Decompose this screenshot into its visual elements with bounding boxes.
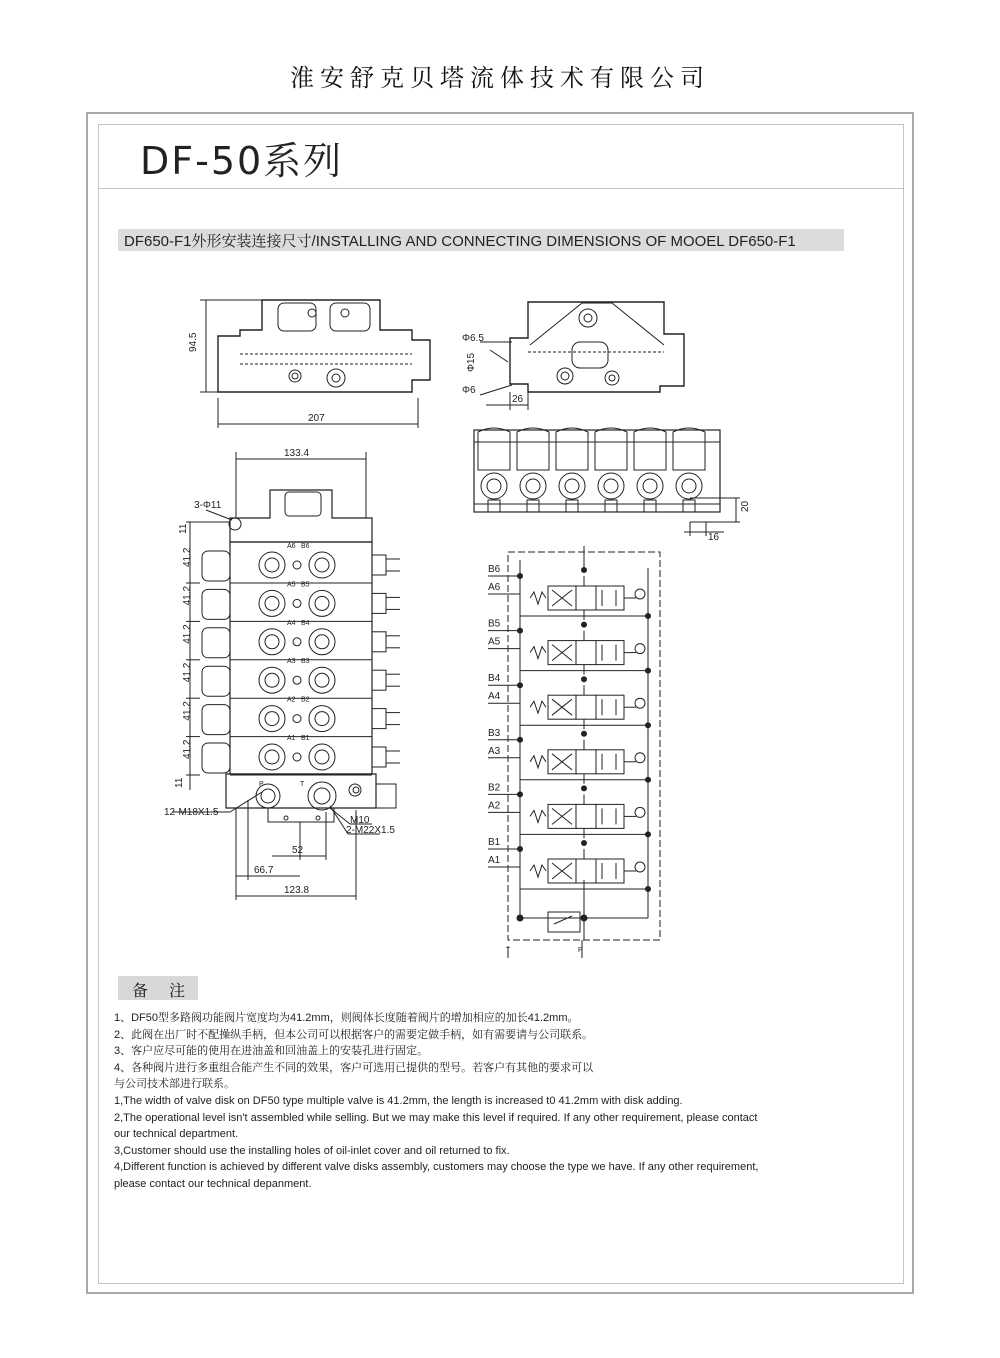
valve-section-3 — [182, 658, 400, 698]
port-label-b: B5 — [301, 581, 310, 589]
schematic-port-a: A1 — [488, 855, 501, 866]
dim-3-phi-11: 3-Φ11 — [194, 500, 222, 511]
notes-list — [114, 1010, 834, 1193]
schematic-port-a: A3 — [488, 745, 501, 757]
port-label-a: A5 — [287, 581, 296, 589]
valve-section-6 — [182, 543, 400, 583]
lever-end-5 — [634, 428, 666, 512]
note-line: 1、DF50型多路阀功能阀片宽度均为41.2mm，则阀体长度随着阀片的增加相应的加长41.2mm。 — [114, 1012, 579, 1024]
schematic-port-a: A6 — [488, 582, 501, 593]
dim-26: 26 — [512, 394, 524, 405]
dim-16: 16 — [708, 532, 720, 543]
valve-section-2 — [182, 697, 400, 737]
company-name: 淮安舒克贝塔流体技术有限公司 — [290, 64, 710, 92]
schematic-section-5 — [488, 619, 651, 675]
port-label-a: A6 — [287, 543, 296, 550]
series-title: DF-50系列 — [140, 139, 344, 183]
port-label-b: B1 — [301, 735, 310, 742]
dim-41-2: 41.2 — [182, 662, 193, 683]
dim-m10: M10 — [350, 815, 370, 826]
dim-2-m22: 2-M22X1.5 — [346, 825, 395, 836]
dim-41-2: 41.2 — [182, 739, 193, 759]
dim-phi-6: Φ6 — [462, 385, 476, 396]
top-view-dims — [172, 510, 380, 900]
port-label-b: B6 — [301, 543, 310, 550]
schematic-port-b: B6 — [488, 564, 501, 575]
port-label-a: A1 — [287, 735, 296, 742]
schematic-port-a: A5 — [488, 636, 501, 648]
dim-207: 207 — [308, 413, 325, 424]
schematic-port-b: B4 — [488, 673, 501, 685]
lever-end-6 — [673, 428, 705, 512]
port-label-t: T — [506, 947, 511, 954]
port-label-b: B2 — [301, 696, 310, 704]
dim-133-4: 133.4 — [284, 448, 310, 459]
schematic-port-b: B1 — [488, 837, 501, 848]
port-label-p: P — [578, 947, 583, 954]
schematic-section-4 — [488, 673, 651, 729]
dim-94-5: 94.5 — [188, 332, 199, 352]
schematic-port-b: B5 — [488, 618, 501, 630]
hydraulic-schematic — [508, 546, 660, 958]
dim-12-m18: 12-M18X1.5 — [164, 807, 219, 818]
front-view — [200, 300, 430, 428]
schematic-section-3 — [488, 728, 651, 784]
note-line: 4,Different function is achieved by different valve disks assembly, customers may choose the type we have. If any other requirement, — [114, 1161, 759, 1174]
note-line: 2、此阀在出厂时不配操纵手柄，但本公司可以根据客户的需要定做手柄，如有需要请与公司联系。 — [114, 1028, 594, 1041]
note-line: our technical department. — [114, 1128, 239, 1141]
dim-52: 52 — [292, 845, 304, 856]
dim-phi-6-5: Φ6.5 — [462, 333, 484, 344]
port-label-a: A2 — [287, 696, 296, 704]
port-label-b: B4 — [301, 619, 310, 627]
dim-20: 20 — [740, 500, 751, 512]
port-label-p-top: P — [259, 781, 264, 788]
note-line: 3,Customer should use the installing holes of oil-inlet cover and oil returned to fix. — [114, 1144, 510, 1157]
drawing-subtitle: DF650-F1外形安装连接尺寸/INSTALLING AND CONNECTING DIMENSIONS OF MOOEL DF650-F1 — [124, 233, 796, 250]
port-label-b: B3 — [301, 658, 310, 666]
port-label-a: A3 — [287, 658, 296, 666]
valve-section-5 — [182, 581, 400, 621]
port-label-a: A4 — [287, 619, 296, 627]
dim-41-2: 41.2 — [182, 585, 193, 606]
lever-end-3 — [556, 428, 588, 512]
schematic-port-a: A2 — [488, 800, 501, 812]
dim-41-2: 41.2 — [182, 624, 193, 644]
schematic-port-b: B3 — [488, 727, 501, 739]
lever-end-2 — [517, 428, 549, 512]
note-line: 与公司技术部进行联系。 — [114, 1078, 235, 1091]
dim-123-8: 123.8 — [284, 885, 310, 896]
dim-11-top: 11 — [178, 523, 189, 534]
note-line: 3、客户应尽可能的使用在进油盖和回油盖上的安装孔进行固定。 — [114, 1045, 429, 1058]
schematic-section-6 — [488, 564, 651, 620]
dim-41-2: 41.2 — [182, 701, 193, 721]
lever-end-4 — [595, 428, 627, 512]
note-line: 1,The width of valve disk on DF50 type multiple valve is 41.2mm, the length is increased t0 41.2mm with disk adding. — [114, 1094, 683, 1107]
note-line: 2,The operational level isn't assembled while selling. But we may make this level if required. If any other requirement, please contact — [114, 1111, 758, 1124]
lever-end-1 — [478, 428, 510, 512]
port-label-t-top: T — [300, 781, 305, 788]
schematic-section-2 — [488, 782, 651, 838]
note-line: 4、各种阀片进行多重组合能产生不同的效果，客户可选用已提供的型号。若客户有其他的要求可以 — [114, 1061, 594, 1074]
dim-11-bottom: 11 — [174, 777, 185, 788]
dim-66-7: 66.7 — [254, 865, 274, 876]
dim-phi-15: Φ15 — [466, 352, 477, 372]
schematic-port-b: B2 — [488, 782, 501, 794]
notes-heading: 备 注 — [132, 981, 194, 1000]
dim-41-2: 41.2 — [182, 547, 193, 567]
schematic-port-a: A4 — [488, 691, 501, 703]
side-view — [480, 302, 684, 410]
schematic-section-1 — [488, 837, 651, 893]
note-line: please contact our technical depanment. — [114, 1177, 312, 1190]
valve-section-1 — [182, 735, 400, 775]
valve-section-4 — [182, 620, 400, 660]
